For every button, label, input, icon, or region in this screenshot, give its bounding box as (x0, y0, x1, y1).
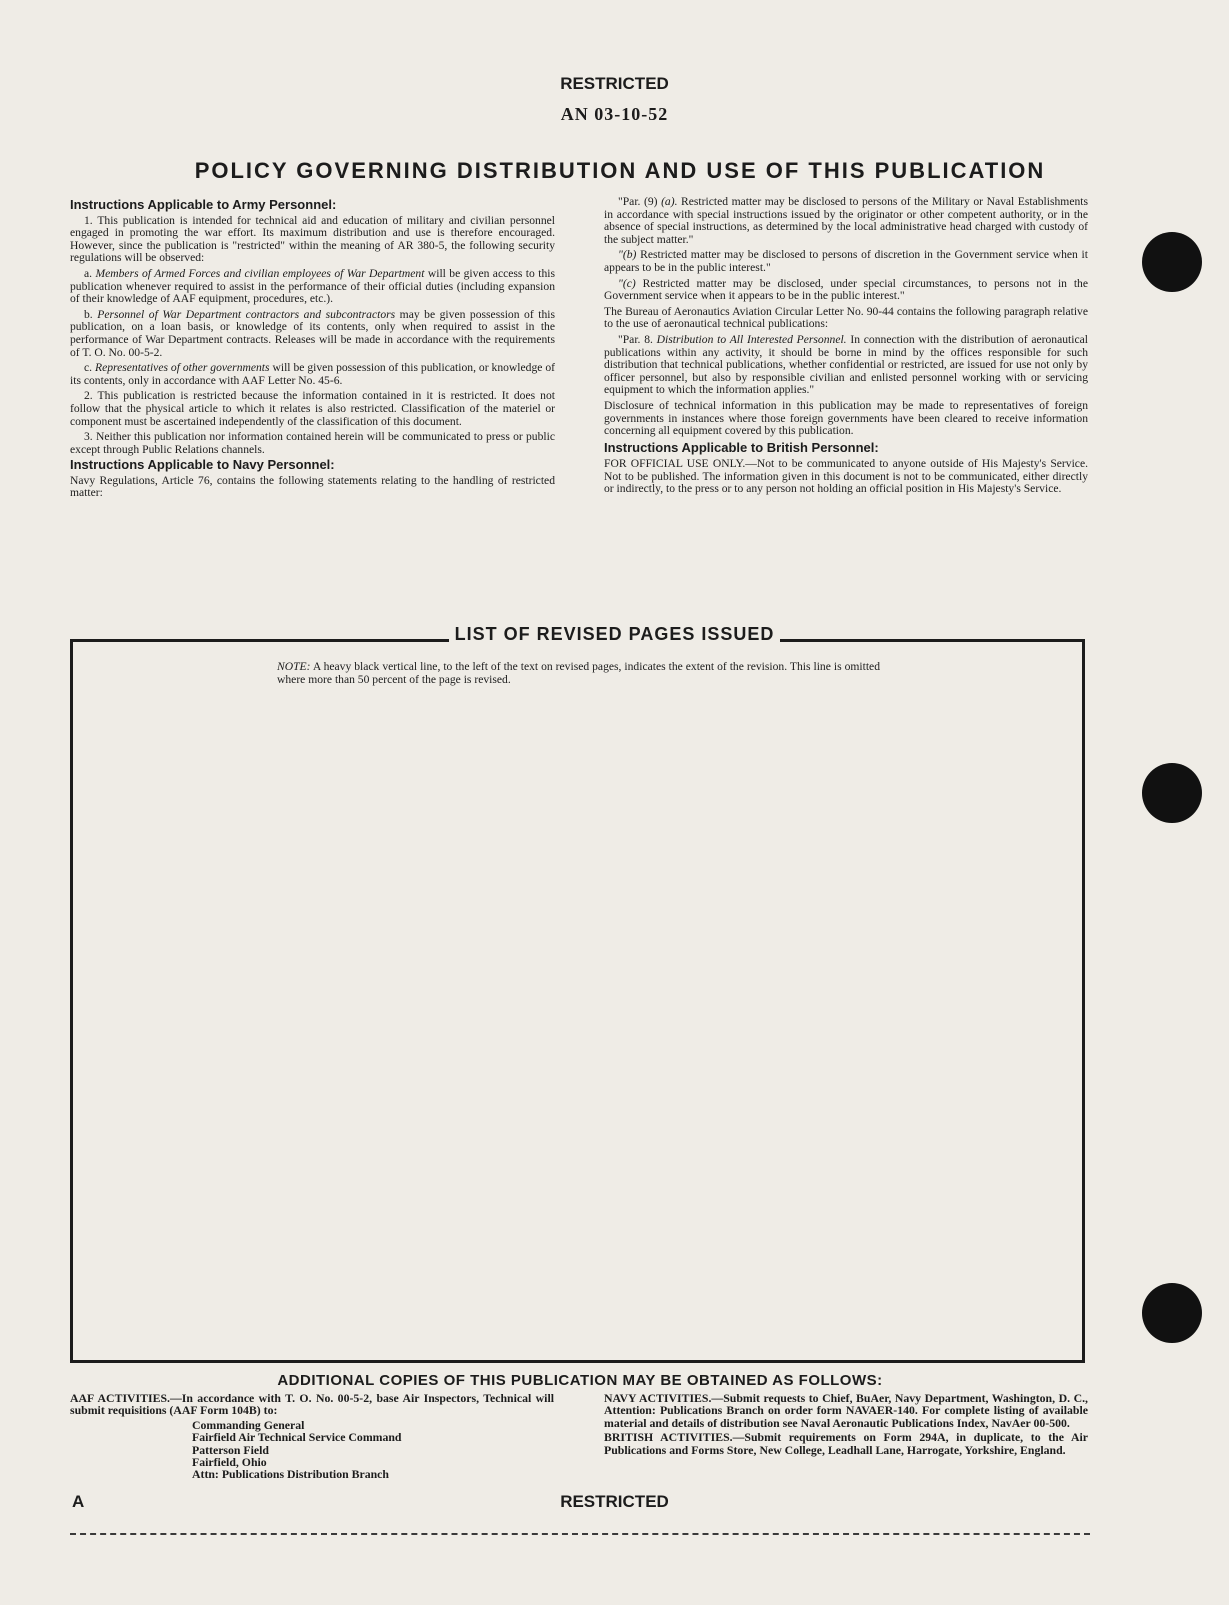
navy-par-9c (604, 278, 1088, 303)
army-paragraph-2: 2. This publication is restricted because the information contained in it is restricted. It does not follow that the physical article to which it relates is also restricted. Classification of the materiel or component must be ascertained independently of the classification of this document. (70, 389, 555, 428)
navy-par-8-text: In connection with the distribution of aeronautical publications within any activity, it should be borne in mind by the offices responsible for such distribution that technical publications, whether confidential or restricted, are issued for use not only by officer personnel, but also by responsible civilian and enlisted personnel working with or servicing equipment to which the information applies." (604, 332, 1088, 397)
army-paragraph-3: 3. Neither this publication nor information contained herein will be communicated to press or public except through Public Relations channels. (70, 430, 555, 456)
navy-par-9a-prefix: "Par. (9) (618, 195, 662, 208)
policy-right-column (604, 196, 1088, 499)
header-restricted-label: RESTRICTED (560, 74, 669, 93)
army-b-text: may be given possession of this publication, on a loan basis, or knowledge of its contents, only when required to assist in the performance of War Department contracts. Releases will be made in accordance with the requirements of T. O. No. 00-5-2. (70, 307, 555, 359)
navy-par-9c-text: Restricted matter may be disclosed, under special circumstances, to persons not in the Government service when it appears to be in the public interest." (604, 276, 1088, 303)
navy-par-9a-emphasis: (a). (661, 195, 678, 208)
address-line: Attn: Publications Distribution Branch (192, 1467, 389, 1482)
navy-par-9b (604, 249, 1088, 274)
address-line: Patterson Field (192, 1442, 269, 1457)
revision-note-text: A heavy black vertical line, to the left of the text on revised pages, indicates the extent of the revision. This line is omitted where more than 50 percent of the page is revised. (277, 660, 880, 686)
navy-par-8-emphasis: Distribution to All Interested Personnel. (656, 332, 847, 346)
army-a-emphasis: Members of Armed Forces and civilian employees of War Department (95, 266, 425, 280)
page-letter: A (72, 1492, 85, 1511)
navy-heading: Instructions Applicable to Navy Personnel: (70, 457, 335, 473)
navy-par-9a (604, 196, 1088, 246)
policy-title: POLICY GOVERNING DISTRIBUTION AND USE OF THIS PUBLICATION (194, 158, 1046, 183)
army-b-emphasis: Personnel of War Department contractors and subcontractors (97, 307, 396, 321)
aaf-activities-text: AAF ACTIVITIES.—In accordance with T. O. No. 00-5-2, base Air Inspectors, Technical will submit requisitions (AAF Form 104B) to: (70, 1391, 554, 1418)
british-activities-text: BRITISH ACTIVITIES.—Submit requirements on Form 294A, in duplicate, to the Air Publications and Forms Store, New College, Leadhall Lane, Harrogate, Yorkshire, England. (604, 1430, 1088, 1457)
army-paragraph-c: c. Representatives of other governments will be given possession of this publication, or knowledge of its contents, only in accordance with AAF Letter No. 45-6. (70, 361, 555, 387)
army-paragraph-a: a. Members of Armed Forces and civilian employees of War Department will be given access to this publication whenever required to assist in the performance of their official duties (including expansion of their knowledge of AAF equipment, procedures, etc.). (70, 266, 555, 306)
binder-hole (1142, 232, 1202, 292)
address-line: Commanding General (192, 1417, 305, 1432)
address-line: Fairfield Air Technical Service Command (192, 1430, 402, 1445)
bureau-paragraph: The Bureau of Aeronautics Aviation Circular Letter No. 90-44 contains the following paragraph relative to the use of aeronautical technical publications: (604, 304, 1088, 331)
aaf-address (192, 1419, 554, 1481)
aaf-activities-block (70, 1392, 554, 1481)
navy-british-activities-block (604, 1392, 1088, 1458)
navy-activities-text: NAVY ACTIVITIES.—Submit requests to Chief, BuAer, Navy Department, Washington, D. C., Attention: Publications Branch on order form NAVAER-140. For complete listing of available material and details of distribution see Naval Aeronautic Publications Index, NavAer 00-500. (604, 1391, 1088, 1430)
disclosure-paragraph: Disclosure of technical information in this publication may be made to representatives of foreign governments in instances where those foreign governments have been cleared to receive information concerning all equipment covered by this publication. (604, 398, 1088, 438)
revised-pages-title: LIST OF REVISED PAGES ISSUED (449, 624, 781, 644)
army-paragraph-1: 1. This publication is intended for technical aid and education of military and civilian personnel engaged in promoting the war effort. Its maximum distribution and use is therefore encouraged. However, since the publication is "restricted" within the meaning of AR 380-5, the following security regulations will be observed: (70, 213, 555, 265)
revision-note-label: NOTE: (277, 660, 311, 673)
additional-copies-title: ADDITIONAL COPIES OF THIS PUBLICATION MAY BE OBTAINED AS FOLLOWS: (277, 1372, 883, 1389)
british-paragraph: FOR OFFICIAL USE ONLY.—Not to be communicated to anyone outside of His Majesty's Service. Not to be published. The information given in this document is not to be communicated, either directly or indirectly, to the press or to any person not holding an official position in His Majesty's Service. (604, 457, 1088, 496)
footer-restricted-label: RESTRICTED (560, 1492, 669, 1511)
revision-note (277, 661, 880, 686)
address-line: Fairfield, Ohio (192, 1455, 267, 1470)
dashed-cut-line (70, 1533, 1090, 1535)
navy-par-9c-emphasis: "(c) (618, 276, 636, 290)
army-c-text: will be given possession of this publication, or knowledge of its contents, only in accordance with AAF Letter No. 45-6. (70, 361, 555, 387)
policy-left-column (70, 196, 555, 503)
binder-hole (1142, 1283, 1202, 1343)
british-heading: Instructions Applicable to British Personnel: (604, 439, 879, 455)
navy-par-8 (604, 334, 1088, 397)
army-heading: Instructions Applicable to Army Personnel: (70, 197, 337, 212)
navy-par-9b-emphasis: "(b) (618, 248, 637, 262)
navy-par-9b-text: Restricted matter may be disclosed to persons of discretion in the Government service when it appears to be in the public interest." (604, 248, 1088, 274)
document-number: AN 03-10-52 (560, 104, 669, 124)
army-paragraph-b: b. Personnel of War Department contractors and subcontractors may be given possession of this publication, on a loan basis, or knowledge of its contents, only when required to assist in the performance of War Department contracts. Releases will be made in accordance with the requirements of T. O. No. 00-5-2. (70, 307, 555, 359)
navy-paragraph-1: Navy Regulations, Article 76, contains the following statements relating to the handling of restricted matter: (70, 473, 555, 500)
army-a-text: will be given access to this publication whenever required to assist in the performance of their official duties (including expansion of their knowledge of AAF equipment, procedures, etc.). (70, 266, 555, 306)
revised-pages-box (70, 639, 1085, 1363)
navy-par-9a-text: Restricted matter may be disclosed to persons of the Military or Naval Establishments in accordance with special instructions issued by the originator or other competent authority, or in the absence of special instructions, as determined by the local administrative head charged with custody of the subject matter." (604, 195, 1089, 246)
army-c-emphasis: Representatives of other governments (95, 361, 270, 375)
navy-par-8-prefix: "Par. 8. (618, 332, 657, 346)
binder-hole (1142, 763, 1202, 823)
